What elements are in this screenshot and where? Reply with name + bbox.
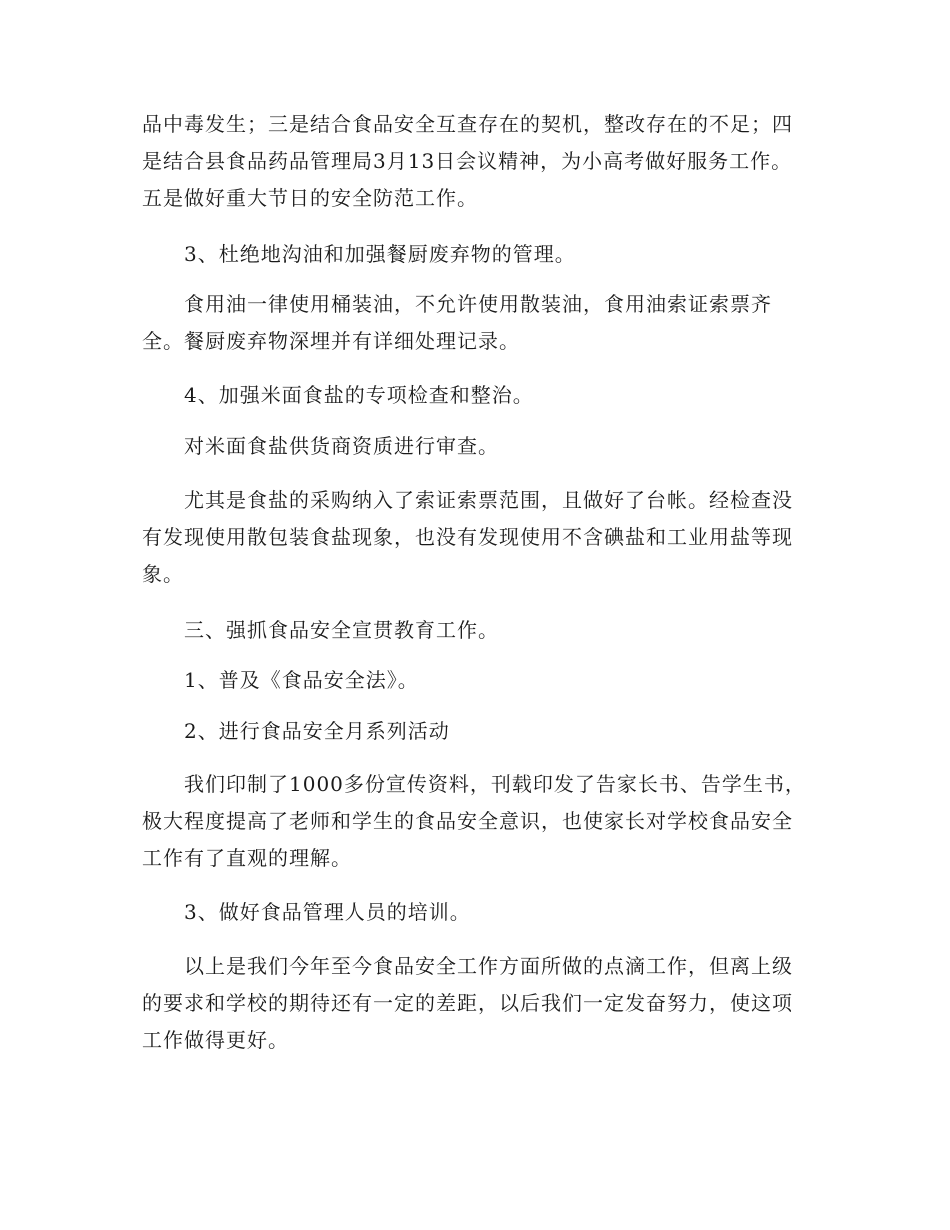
section-heading-4: 4、加强米面食盐的专项检查和整治。 xyxy=(184,383,534,407)
list-item-1: 1、普及《食品安全法》。 xyxy=(184,668,419,692)
paragraph-oil: 食用油一律使用桶装油，不允许使用散装油，食用油索证索票齐全。餐厨废弃物深埋并有详细处理记录。 xyxy=(142,292,772,353)
paragraph-continued: 品中毒发生；三是结合食品安全互查存在的契机，整改存在的不足；四是结合县食品药品管理局3月13日会议精神，为小高考做好服务工作。五是做好重大节日的安全防范工作。 xyxy=(142,112,793,210)
section-heading-3: 3、杜绝地沟油和加强餐厨废弃物的管理。 xyxy=(184,242,576,266)
section-heading-education: 三、强抓食品安全宣贯教育工作。 xyxy=(184,618,499,642)
paragraph-materials: 我们印制了1000多份宣传资料，刊载印发了告家长书、告学生书，极大程度提高了老师和学生的食品安全意识，也使家长对学校食品安全工作有了直观的理解。 xyxy=(142,772,806,870)
paragraph-conclusion: 以上是我们今年至今食品安全工作方面所做的点滴工作，但离上级的要求和学校的期待还有一定的差距，以后我们一定发奋努力，使这项工作做得更好。 xyxy=(142,954,793,1052)
paragraph-salt: 尤其是食盐的采购纳入了索证索票范围，且做好了台帐。经检查没有发现使用散包装食盐现象，也没有发现使用不含碘盐和工业用盐等现象。 xyxy=(142,488,793,586)
list-item-3: 3、做好食品管理人员的培训。 xyxy=(184,900,471,924)
list-item-2: 2、进行食品安全月系列活动 xyxy=(184,719,450,743)
paragraph-supplier-review: 对米面食盐供货商资质进行审查。 xyxy=(184,434,499,458)
